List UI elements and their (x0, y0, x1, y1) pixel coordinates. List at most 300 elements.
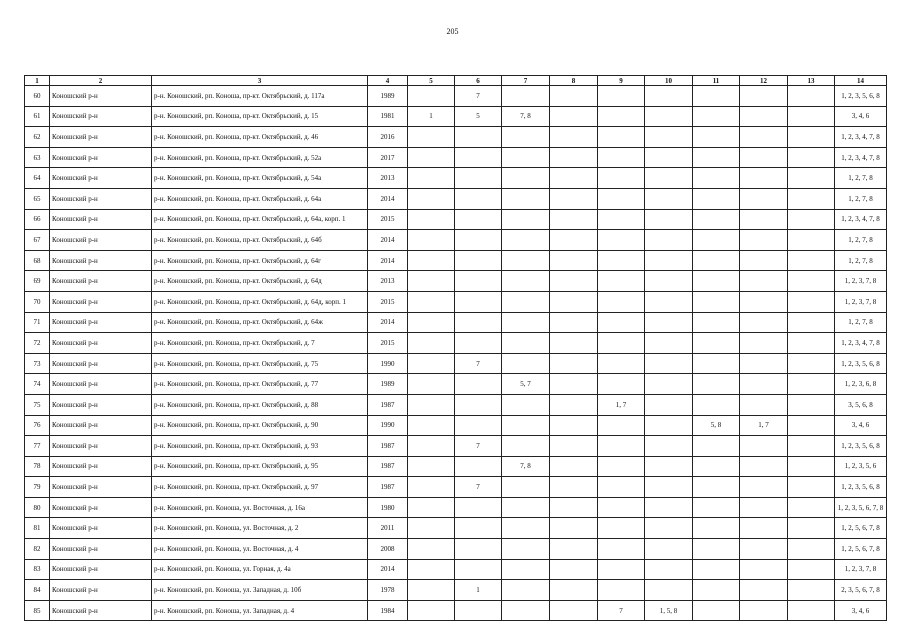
cell-col-6 (455, 518, 502, 539)
cell-year: 2015 (368, 333, 408, 354)
cell-address: р-н. Коношский, рп. Коноша, пр-кт. Октябрьский, д. 64а, корп. 1 (152, 209, 368, 230)
cell-codes: 3, 4, 6 (835, 600, 887, 621)
cell-col-9 (598, 539, 645, 560)
cell-row-number: 84 (25, 580, 50, 601)
cell-col-5 (408, 394, 455, 415)
cell-col-9 (598, 333, 645, 354)
cell-col-10 (645, 106, 693, 127)
cell-col-8 (550, 497, 598, 518)
cell-col-6 (455, 127, 502, 148)
cell-col-12 (740, 518, 788, 539)
cell-row-number: 67 (25, 230, 50, 251)
cell-col-8 (550, 250, 598, 271)
column-header-2: 2 (50, 76, 152, 86)
cell-district: Коношский р-н (50, 477, 152, 498)
cell-col-12 (740, 394, 788, 415)
cell-col-5 (408, 271, 455, 292)
table-row (25, 230, 887, 251)
cell-col-10 (645, 374, 693, 395)
table-row (25, 559, 887, 580)
cell-col-10 (645, 188, 693, 209)
cell-col-12 (740, 127, 788, 148)
cell-col-12 (740, 539, 788, 560)
cell-col-11 (693, 394, 740, 415)
cell-address: р-н. Коношский, рп. Коноша, пр-кт. Октябрьский, д. 95 (152, 456, 368, 477)
cell-col-9 (598, 291, 645, 312)
cell-district: Коношский р-н (50, 312, 152, 333)
cell-col-12 (740, 209, 788, 230)
cell-year: 2016 (368, 127, 408, 148)
cell-year: 2014 (368, 230, 408, 251)
cell-col-11 (693, 539, 740, 560)
cell-col-12 (740, 477, 788, 498)
cell-codes: 3, 4, 6 (835, 415, 887, 436)
cell-col-6 (455, 415, 502, 436)
cell-col-5 (408, 497, 455, 518)
cell-col-10 (645, 539, 693, 560)
cell-address: р-н. Коношский, рп. Коноша, ул. Восточная, д. 4 (152, 539, 368, 560)
cell-col-5 (408, 127, 455, 148)
cell-col-12 (740, 580, 788, 601)
cell-row-number: 74 (25, 374, 50, 395)
cell-col-10 (645, 333, 693, 354)
cell-col-11 (693, 600, 740, 621)
cell-col-5 (408, 477, 455, 498)
cell-col-11 (693, 333, 740, 354)
cell-row-number: 81 (25, 518, 50, 539)
column-header-8: 8 (550, 76, 598, 86)
cell-col-8 (550, 415, 598, 436)
cell-address: р-н. Коношский, рп. Коноша, пр-кт. Октябрьский, д. 64б (152, 230, 368, 251)
cell-address: р-н. Коношский, рп. Коноша, пр-кт. Октябрьский, д. 75 (152, 353, 368, 374)
cell-col-10 (645, 353, 693, 374)
cell-address: р-н. Коношский, рп. Коноша, ул. Западная, д. 4 (152, 600, 368, 621)
cell-address: р-н. Коношский, рп. Коноша, пр-кт. Октябрьский, д. 64г (152, 250, 368, 271)
cell-address: р-н. Коношский, рп. Коноша, пр-кт. Октябрьский, д. 64ж (152, 312, 368, 333)
cell-col-8 (550, 600, 598, 621)
cell-col-9 (598, 147, 645, 168)
cell-year: 2011 (368, 518, 408, 539)
table-row (25, 168, 887, 189)
table-row (25, 436, 887, 457)
cell-col-11 (693, 147, 740, 168)
cell-address: р-н. Коношский, рп. Коноша, ул. Горная, д. 4а (152, 559, 368, 580)
table-row (25, 580, 887, 601)
cell-address: р-н. Коношский, рп. Коноша, пр-кт. Октябрьский, д. 64д, корп. 1 (152, 291, 368, 312)
cell-year: 1990 (368, 353, 408, 374)
cell-row-number: 78 (25, 456, 50, 477)
cell-col-6 (455, 312, 502, 333)
cell-year: 2014 (368, 559, 408, 580)
cell-col-13 (788, 374, 835, 395)
cell-col-12 (740, 600, 788, 621)
cell-row-number: 70 (25, 291, 50, 312)
cell-col-6 (455, 394, 502, 415)
cell-col-11 (693, 312, 740, 333)
cell-col-11 (693, 477, 740, 498)
cell-col-13 (788, 291, 835, 312)
cell-col-8 (550, 456, 598, 477)
table-row (25, 518, 887, 539)
cell-year: 1989 (368, 374, 408, 395)
cell-col-10 (645, 456, 693, 477)
cell-col-8 (550, 559, 598, 580)
page-number: 205 (446, 27, 459, 36)
table-row (25, 394, 887, 415)
cell-col-11 (693, 497, 740, 518)
cell-row-number: 62 (25, 127, 50, 148)
cell-col-9 (598, 559, 645, 580)
cell-col-8 (550, 168, 598, 189)
cell-district: Коношский р-н (50, 497, 152, 518)
cell-row-number: 75 (25, 394, 50, 415)
cell-col-8 (550, 271, 598, 292)
cell-col-13 (788, 188, 835, 209)
cell-address: р-н. Коношский, рп. Коноша, ул. Восточная, д. 2 (152, 518, 368, 539)
table-row (25, 209, 887, 230)
cell-col-9 (598, 127, 645, 148)
cell-col-5 (408, 333, 455, 354)
cell-address: р-н. Коношский, рп. Коноша, пр-кт. Октябрьский, д. 88 (152, 394, 368, 415)
cell-year: 1980 (368, 497, 408, 518)
cell-district: Коношский р-н (50, 580, 152, 601)
cell-col-7 (502, 312, 550, 333)
cell-district: Коношский р-н (50, 209, 152, 230)
cell-col-9: 7 (598, 600, 645, 621)
table-row (25, 106, 887, 127)
cell-col-11 (693, 250, 740, 271)
cell-row-number: 61 (25, 106, 50, 127)
table-row (25, 271, 887, 292)
cell-year: 2014 (368, 312, 408, 333)
cell-col-12 (740, 559, 788, 580)
column-header-13: 13 (788, 76, 835, 86)
cell-col-8 (550, 353, 598, 374)
cell-row-number: 65 (25, 188, 50, 209)
cell-col-9 (598, 250, 645, 271)
cell-codes: 2, 3, 5, 6, 7, 8 (835, 580, 887, 601)
cell-address: р-н. Коношский, рп. Коноша, пр-кт. Октябрьский, д. 90 (152, 415, 368, 436)
cell-col-6 (455, 291, 502, 312)
column-header-12: 12 (740, 76, 788, 86)
cell-col-8 (550, 312, 598, 333)
cell-address: р-н. Коношский, рп. Коноша, пр-кт. Октябрьский, д. 77 (152, 374, 368, 395)
cell-col-7 (502, 600, 550, 621)
cell-col-6 (455, 456, 502, 477)
cell-col-6: 1 (455, 580, 502, 601)
cell-col-6 (455, 559, 502, 580)
cell-col-11 (693, 271, 740, 292)
cell-year: 1987 (368, 394, 408, 415)
registry-table (24, 75, 887, 621)
cell-col-13 (788, 250, 835, 271)
cell-year: 1989 (368, 86, 408, 107)
table-row (25, 415, 887, 436)
cell-col-9 (598, 580, 645, 601)
cell-col-10 (645, 209, 693, 230)
cell-codes: 1, 2, 7, 8 (835, 312, 887, 333)
table-row (25, 497, 887, 518)
cell-district: Коношский р-н (50, 147, 152, 168)
cell-col-13 (788, 353, 835, 374)
cell-row-number: 83 (25, 559, 50, 580)
cell-col-5 (408, 600, 455, 621)
cell-col-6: 7 (455, 353, 502, 374)
table-row (25, 477, 887, 498)
cell-district: Коношский р-н (50, 127, 152, 148)
cell-col-5 (408, 312, 455, 333)
cell-col-11 (693, 436, 740, 457)
cell-col-9: 1, 7 (598, 394, 645, 415)
cell-row-number: 64 (25, 168, 50, 189)
cell-col-9 (598, 497, 645, 518)
cell-district: Коношский р-н (50, 250, 152, 271)
cell-col-6 (455, 168, 502, 189)
cell-col-5 (408, 250, 455, 271)
cell-address: р-н. Коношский, рп. Коноша, пр-кт. Октябрьский, д. 117а (152, 86, 368, 107)
cell-col-8 (550, 106, 598, 127)
cell-row-number: 80 (25, 497, 50, 518)
cell-col-10 (645, 86, 693, 107)
cell-col-12: 1, 7 (740, 415, 788, 436)
cell-col-8 (550, 230, 598, 251)
cell-row-number: 71 (25, 312, 50, 333)
cell-col-6 (455, 271, 502, 292)
cell-col-13 (788, 209, 835, 230)
cell-col-12 (740, 188, 788, 209)
cell-codes: 1, 2, 3, 5, 6, 8 (835, 353, 887, 374)
column-header-6: 6 (455, 76, 502, 86)
cell-col-8 (550, 127, 598, 148)
cell-col-7 (502, 147, 550, 168)
cell-year: 1984 (368, 600, 408, 621)
cell-col-12 (740, 271, 788, 292)
table-row (25, 86, 887, 107)
cell-col-8 (550, 188, 598, 209)
cell-codes: 1, 2, 7, 8 (835, 250, 887, 271)
cell-col-10 (645, 436, 693, 457)
cell-address: р-н. Коношский, рп. Коноша, пр-кт. Октябрьский, д. 15 (152, 106, 368, 127)
column-header-11: 11 (693, 76, 740, 86)
cell-col-7 (502, 333, 550, 354)
cell-col-9 (598, 209, 645, 230)
column-header-14: 14 (835, 76, 887, 86)
cell-col-11 (693, 456, 740, 477)
cell-codes: 1, 2, 3, 7, 8 (835, 291, 887, 312)
cell-col-13 (788, 394, 835, 415)
cell-col-6 (455, 147, 502, 168)
table-row (25, 600, 887, 621)
cell-col-9 (598, 168, 645, 189)
cell-year: 1978 (368, 580, 408, 601)
cell-col-13 (788, 147, 835, 168)
cell-col-8 (550, 291, 598, 312)
cell-col-13 (788, 271, 835, 292)
cell-col-6: 5 (455, 106, 502, 127)
cell-district: Коношский р-н (50, 230, 152, 251)
cell-codes: 1, 2, 7, 8 (835, 230, 887, 251)
cell-col-6 (455, 374, 502, 395)
cell-year: 1990 (368, 415, 408, 436)
cell-row-number: 73 (25, 353, 50, 374)
cell-codes: 1, 2, 7, 8 (835, 168, 887, 189)
cell-col-11: 5, 8 (693, 415, 740, 436)
cell-district: Коношский р-н (50, 456, 152, 477)
cell-col-6 (455, 188, 502, 209)
cell-col-10 (645, 127, 693, 148)
cell-col-11 (693, 291, 740, 312)
cell-year: 2015 (368, 291, 408, 312)
column-header-10: 10 (645, 76, 693, 86)
cell-codes: 1, 2, 3, 5, 6, 7, 8 (835, 497, 887, 518)
cell-col-11 (693, 374, 740, 395)
cell-col-7 (502, 353, 550, 374)
cell-col-8 (550, 539, 598, 560)
cell-codes: 1, 2, 5, 6, 7, 8 (835, 518, 887, 539)
table-row (25, 353, 887, 374)
cell-col-13 (788, 539, 835, 560)
cell-year: 1981 (368, 106, 408, 127)
cell-district: Коношский р-н (50, 106, 152, 127)
cell-col-9 (598, 415, 645, 436)
cell-col-13 (788, 580, 835, 601)
cell-col-5 (408, 559, 455, 580)
cell-col-9 (598, 477, 645, 498)
cell-col-7 (502, 436, 550, 457)
cell-col-6 (455, 497, 502, 518)
cell-codes: 1, 2, 7, 8 (835, 188, 887, 209)
cell-district: Коношский р-н (50, 518, 152, 539)
cell-col-5 (408, 436, 455, 457)
cell-col-9 (598, 436, 645, 457)
table-row (25, 147, 887, 168)
column-header-7: 7 (502, 76, 550, 86)
table-row (25, 456, 887, 477)
cell-col-10 (645, 394, 693, 415)
cell-col-12 (740, 168, 788, 189)
table-row (25, 374, 887, 395)
cell-col-7 (502, 188, 550, 209)
cell-codes: 1, 2, 3, 7, 8 (835, 559, 887, 580)
cell-col-11 (693, 188, 740, 209)
cell-col-12 (740, 436, 788, 457)
cell-row-number: 85 (25, 600, 50, 621)
cell-district: Коношский р-н (50, 600, 152, 621)
cell-col-7: 7, 8 (502, 106, 550, 127)
cell-row-number: 76 (25, 415, 50, 436)
cell-year: 2014 (368, 188, 408, 209)
cell-col-11 (693, 209, 740, 230)
cell-col-5 (408, 415, 455, 436)
cell-col-10 (645, 497, 693, 518)
column-header-3: 3 (152, 76, 368, 86)
table-row (25, 127, 887, 148)
cell-col-13 (788, 127, 835, 148)
cell-col-5 (408, 580, 455, 601)
cell-col-5 (408, 188, 455, 209)
cell-district: Коношский р-н (50, 86, 152, 107)
cell-col-11 (693, 353, 740, 374)
cell-district: Коношский р-н (50, 353, 152, 374)
cell-year: 2013 (368, 168, 408, 189)
cell-col-5 (408, 518, 455, 539)
cell-col-7 (502, 559, 550, 580)
cell-col-7 (502, 127, 550, 148)
cell-year: 2014 (368, 250, 408, 271)
cell-col-12 (740, 291, 788, 312)
cell-col-5 (408, 86, 455, 107)
column-header-1: 1 (25, 76, 50, 86)
cell-address: р-н. Коношский, рп. Коноша, пр-кт. Октябрьский, д. 97 (152, 477, 368, 498)
cell-district: Коношский р-н (50, 374, 152, 395)
cell-col-7 (502, 291, 550, 312)
cell-year: 1987 (368, 477, 408, 498)
cell-address: р-н. Коношский, рп. Коноша, пр-кт. Октябрьский, д. 46 (152, 127, 368, 148)
cell-col-10 (645, 230, 693, 251)
cell-col-10 (645, 580, 693, 601)
cell-col-6: 7 (455, 477, 502, 498)
cell-col-9 (598, 86, 645, 107)
cell-col-10 (645, 477, 693, 498)
cell-col-10: 1, 5, 8 (645, 600, 693, 621)
cell-col-8 (550, 518, 598, 539)
cell-col-13 (788, 518, 835, 539)
cell-col-12 (740, 86, 788, 107)
cell-col-7 (502, 497, 550, 518)
column-header-9: 9 (598, 76, 645, 86)
cell-col-13 (788, 333, 835, 354)
cell-address: р-н. Коношский, рп. Коноша, пр-кт. Октябрьский, д. 64д (152, 271, 368, 292)
cell-col-10 (645, 415, 693, 436)
cell-codes: 1, 2, 3, 5, 6, 8 (835, 86, 887, 107)
cell-col-10 (645, 250, 693, 271)
cell-col-13 (788, 106, 835, 127)
cell-col-8 (550, 374, 598, 395)
cell-address: р-н. Коношский, рп. Коноша, пр-кт. Октябрьский, д. 93 (152, 436, 368, 457)
cell-col-13 (788, 168, 835, 189)
column-header-4: 4 (368, 76, 408, 86)
cell-col-5 (408, 147, 455, 168)
cell-col-13 (788, 600, 835, 621)
cell-col-13 (788, 477, 835, 498)
cell-col-12 (740, 374, 788, 395)
cell-col-10 (645, 312, 693, 333)
cell-col-6: 7 (455, 436, 502, 457)
cell-codes: 1, 2, 3, 7, 8 (835, 271, 887, 292)
cell-col-5 (408, 456, 455, 477)
table-body (25, 86, 887, 621)
cell-col-8 (550, 147, 598, 168)
cell-col-8 (550, 436, 598, 457)
cell-col-5 (408, 353, 455, 374)
cell-address: р-н. Коношский, рп. Коноша, ул. Восточная, д. 16а (152, 497, 368, 518)
cell-district: Коношский р-н (50, 394, 152, 415)
cell-district: Коношский р-н (50, 539, 152, 560)
cell-year: 2017 (368, 147, 408, 168)
cell-codes: 1, 2, 3, 5, 6, 8 (835, 477, 887, 498)
cell-district: Коношский р-н (50, 271, 152, 292)
cell-col-7 (502, 394, 550, 415)
cell-col-7: 7, 8 (502, 456, 550, 477)
cell-col-8 (550, 394, 598, 415)
cell-codes: 1, 2, 3, 4, 7, 8 (835, 127, 887, 148)
cell-col-7 (502, 209, 550, 230)
cell-year: 1987 (368, 436, 408, 457)
cell-col-7: 5, 7 (502, 374, 550, 395)
cell-district: Коношский р-н (50, 333, 152, 354)
cell-col-13 (788, 312, 835, 333)
cell-row-number: 66 (25, 209, 50, 230)
